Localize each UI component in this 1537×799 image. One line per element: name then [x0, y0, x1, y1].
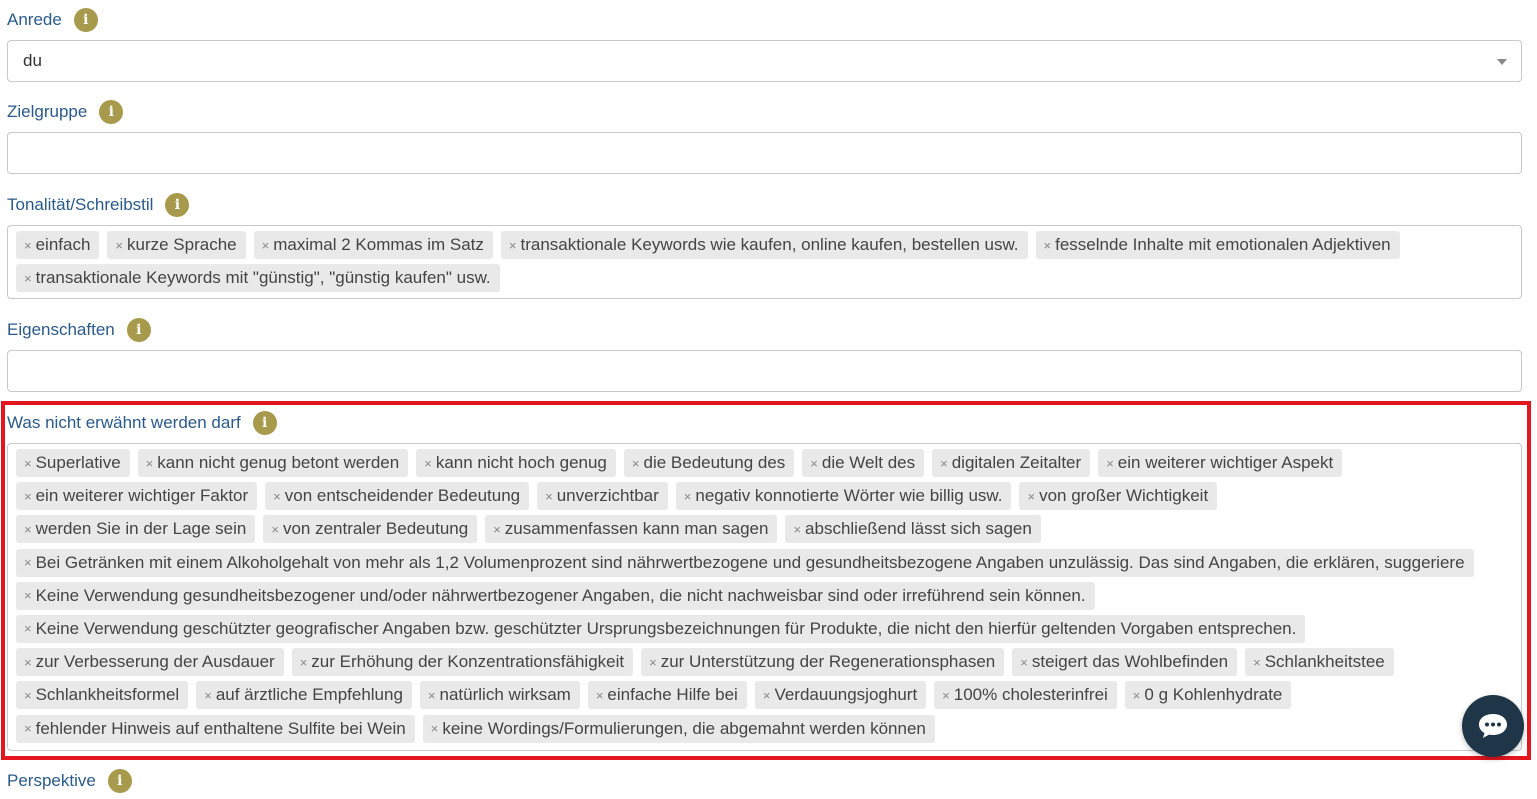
tag-row — [16, 715, 1521, 748]
tag — [196, 681, 412, 709]
close-icon[interactable]: × — [204, 687, 212, 703]
label-perspektive — [7, 768, 132, 794]
close-icon[interactable]: × — [595, 687, 604, 703]
tag-label: Verdauungsjoghurt — [774, 685, 918, 705]
tag — [16, 231, 99, 259]
tag-label: natürlich wirksam — [439, 685, 571, 705]
close-icon[interactable]: × — [683, 488, 692, 504]
close-icon[interactable]: × — [261, 237, 270, 253]
close-icon[interactable]: × — [24, 687, 32, 703]
label-tonalitaet — [7, 192, 189, 218]
close-icon[interactable]: × — [1253, 654, 1261, 670]
tag — [641, 648, 1004, 676]
tag — [16, 715, 415, 743]
tag — [932, 449, 1090, 477]
tag-row — [16, 231, 1521, 264]
tag — [1019, 482, 1217, 510]
close-icon[interactable]: × — [545, 488, 553, 504]
tag-label: ein weiterer wichtiger Aspekt — [1117, 453, 1334, 472]
tag-label: kann nicht hoch genug — [435, 453, 607, 472]
tag — [16, 482, 257, 510]
tag — [1245, 648, 1394, 676]
tag-label: negativ konnotierte Wörter wie billig usw. — [695, 486, 1003, 506]
tag-label: 0 g Kohlenhydrate — [1144, 685, 1283, 705]
tag — [16, 648, 284, 676]
close-icon[interactable]: × — [810, 455, 818, 471]
tag — [501, 231, 1028, 259]
tag — [263, 515, 477, 543]
info-icon[interactable]: i — [74, 8, 98, 32]
nicht-erwaehnen-tag-input[interactable] — [7, 443, 1522, 751]
tag-label: zur Erhöhung der Konzentrationsfähigkeit — [311, 652, 625, 672]
tag-label: fesselnde Inhalte mit emotionalen Adjektiven — [1055, 235, 1391, 254]
tag — [16, 515, 255, 543]
close-icon[interactable]: × — [24, 237, 32, 253]
info-icon[interactable]: i — [108, 769, 132, 793]
tag — [934, 681, 1117, 709]
close-icon[interactable]: × — [271, 521, 279, 537]
tag-label: von entscheidender Bedeutung — [284, 486, 521, 506]
tag — [676, 482, 1012, 510]
label-eigenschaften — [7, 317, 151, 343]
tag-label: die Bedeutung des — [643, 453, 786, 472]
label-zielgruppe — [7, 99, 123, 125]
tag-label: Keine Verwendung gesundheitsbezogener und/oder nährwertbezogener Angaben, die nicht nachweisbar sind oder irreführend sein können. — [35, 585, 1086, 605]
close-icon[interactable]: × — [24, 270, 32, 286]
tag — [16, 549, 1474, 577]
tag-label: werden Sie in der Lage sein — [35, 519, 247, 539]
info-icon[interactable]: i — [127, 318, 151, 342]
close-icon[interactable]: × — [299, 654, 308, 670]
tag-label: digitalen Zeitalter — [951, 453, 1082, 472]
close-icon[interactable]: × — [1020, 654, 1028, 670]
close-icon[interactable]: × — [115, 237, 124, 253]
close-icon[interactable]: × — [145, 455, 154, 471]
tonalitaet-tag-input[interactable] — [7, 225, 1522, 299]
tag — [1036, 231, 1400, 259]
tag — [138, 449, 409, 477]
close-icon[interactable]: × — [649, 654, 657, 670]
label-eigenschaften-text: Eigenschaften — [7, 320, 115, 339]
tag — [624, 449, 794, 477]
tag — [16, 681, 188, 709]
label-tonalitaet-text: Tonalität/Schreibstil — [7, 195, 154, 214]
tag-label: abschließend lässt sich sagen — [805, 519, 1032, 539]
tag-label: kurze Sprache — [127, 235, 237, 254]
tag-label: Schlankheitstee — [1264, 652, 1385, 672]
info-icon[interactable]: i — [253, 411, 277, 435]
chat-button[interactable] — [1462, 695, 1524, 757]
close-icon[interactable]: × — [24, 521, 32, 537]
eigenschaften-input[interactable] — [7, 350, 1522, 392]
label-nicht-erwaehnen — [7, 410, 277, 436]
tag-label: steigert das Wohlbefinden — [1031, 652, 1229, 672]
tag-label: maximal 2 Kommas im Satz — [273, 235, 484, 254]
tag — [802, 449, 924, 477]
info-icon[interactable]: i — [165, 193, 189, 217]
label-zielgruppe-text: Zielgruppe — [7, 102, 88, 121]
tag-row — [16, 549, 1521, 582]
tag-label: Keine Verwendung geschützter geografischer Angaben bzw. geschützter Ursprungsbezeichnungen für Produkte, die nicht den hierfür geltenden Vorgaben entsprechen. — [35, 618, 1297, 638]
tag — [485, 515, 777, 543]
tag — [1012, 648, 1237, 676]
tag — [420, 681, 580, 709]
close-icon[interactable]: × — [762, 687, 771, 703]
tag — [423, 715, 935, 743]
tag-label: auf ärztliche Empfehlung — [215, 685, 403, 705]
tag — [588, 681, 747, 709]
close-icon[interactable]: × — [508, 237, 517, 253]
tag-label: einfach — [35, 235, 91, 254]
close-icon[interactable]: × — [493, 521, 501, 537]
tag — [16, 615, 1305, 643]
close-icon[interactable]: × — [1043, 237, 1052, 253]
tag-label: unverzichtbar — [556, 486, 659, 506]
close-icon[interactable]: × — [940, 455, 948, 471]
tag-label: transaktionale Keywords wie kaufen, online kaufen, bestellen usw. — [520, 235, 1019, 254]
close-icon[interactable]: × — [24, 488, 32, 504]
tag-label: zusammenfassen kann man sagen — [504, 519, 769, 539]
tag-label: transaktionale Keywords mit "günstig", "günstig kaufen" usw. — [35, 268, 491, 288]
tag — [755, 681, 926, 709]
tag — [265, 482, 529, 510]
tag — [16, 449, 130, 477]
close-icon[interactable]: × — [631, 455, 640, 471]
tag — [1125, 681, 1292, 709]
tag-row — [16, 449, 1521, 482]
close-icon[interactable]: × — [427, 687, 436, 703]
close-icon[interactable]: × — [24, 555, 32, 571]
label-anrede-text: Anrede — [7, 10, 62, 29]
close-icon[interactable]: × — [24, 721, 32, 736]
tag-row — [16, 681, 1521, 714]
label-nicht-erwaehnen-text: Was nicht erwähnt werden darf — [7, 413, 241, 432]
tag-row — [16, 615, 1521, 648]
close-icon[interactable]: × — [273, 488, 281, 504]
tag-label: von großer Wichtigkeit — [1039, 486, 1209, 506]
close-icon[interactable]: × — [430, 721, 439, 736]
tag-label: einfache Hilfe bei — [607, 685, 738, 705]
close-icon[interactable]: × — [793, 521, 802, 537]
tag-label: Bei Getränken mit einem Alkoholgehalt von mehr als 1,2 Volumenprozent sind nährwertbezogene und gesundheitsbezogene Angaben unzulässig. Das sind Angaben, die erklären, suggeriere — [35, 552, 1465, 572]
tag-label: zur Unterstützung der Regenerationsphasen — [660, 652, 996, 672]
chat-bubble-icon — [1476, 711, 1510, 741]
chevron-down-icon — [1497, 59, 1507, 65]
tag-row — [16, 264, 1521, 297]
tag-label: fehlender Hinweis auf enthaltene Sulfite bei Wein — [35, 718, 406, 738]
close-icon[interactable]: × — [24, 588, 32, 604]
tag-label: die Welt des — [821, 453, 916, 472]
tag-label: ein weiterer wichtiger Faktor — [35, 486, 249, 506]
close-icon[interactable]: × — [942, 687, 950, 703]
zielgruppe-input[interactable] — [7, 132, 1522, 174]
close-icon[interactable]: × — [24, 621, 32, 637]
tag-label: zur Verbesserung der Ausdauer — [35, 652, 275, 672]
info-icon[interactable]: i — [99, 100, 123, 124]
tag-label: Schlankheitsformel — [35, 685, 180, 705]
tag — [292, 648, 633, 676]
close-icon[interactable]: × — [1106, 455, 1114, 471]
tag-row — [16, 648, 1521, 681]
close-icon[interactable]: × — [1132, 687, 1141, 703]
tag-row — [16, 482, 1521, 515]
close-icon[interactable]: × — [24, 455, 32, 471]
close-icon[interactable]: × — [24, 654, 32, 670]
tag-row — [16, 515, 1521, 548]
tag — [16, 264, 500, 292]
anrede-select[interactable] — [7, 40, 1522, 82]
tag-row — [16, 582, 1521, 615]
label-anrede — [7, 7, 98, 33]
tag — [1098, 449, 1342, 477]
tag-label: 100% cholesterinfrei — [953, 685, 1108, 705]
tag — [416, 449, 616, 477]
tag — [16, 582, 1095, 610]
tag — [537, 482, 668, 510]
close-icon[interactable]: × — [424, 455, 432, 471]
label-perspektive-text: Perspektive — [7, 771, 96, 790]
tag-label: von zentraler Bedeutung — [282, 519, 469, 539]
tag-label: keine Wordings/Formulierungen, die abgemahnt werden können — [442, 718, 926, 738]
tag-label: Superlative — [35, 453, 121, 472]
tag — [107, 231, 245, 259]
anrede-select-value: du — [23, 51, 42, 70]
tag-label: kann nicht genug betont werden — [157, 453, 400, 472]
tag — [785, 515, 1040, 543]
close-icon[interactable]: × — [1027, 488, 1036, 504]
tag — [254, 231, 493, 259]
